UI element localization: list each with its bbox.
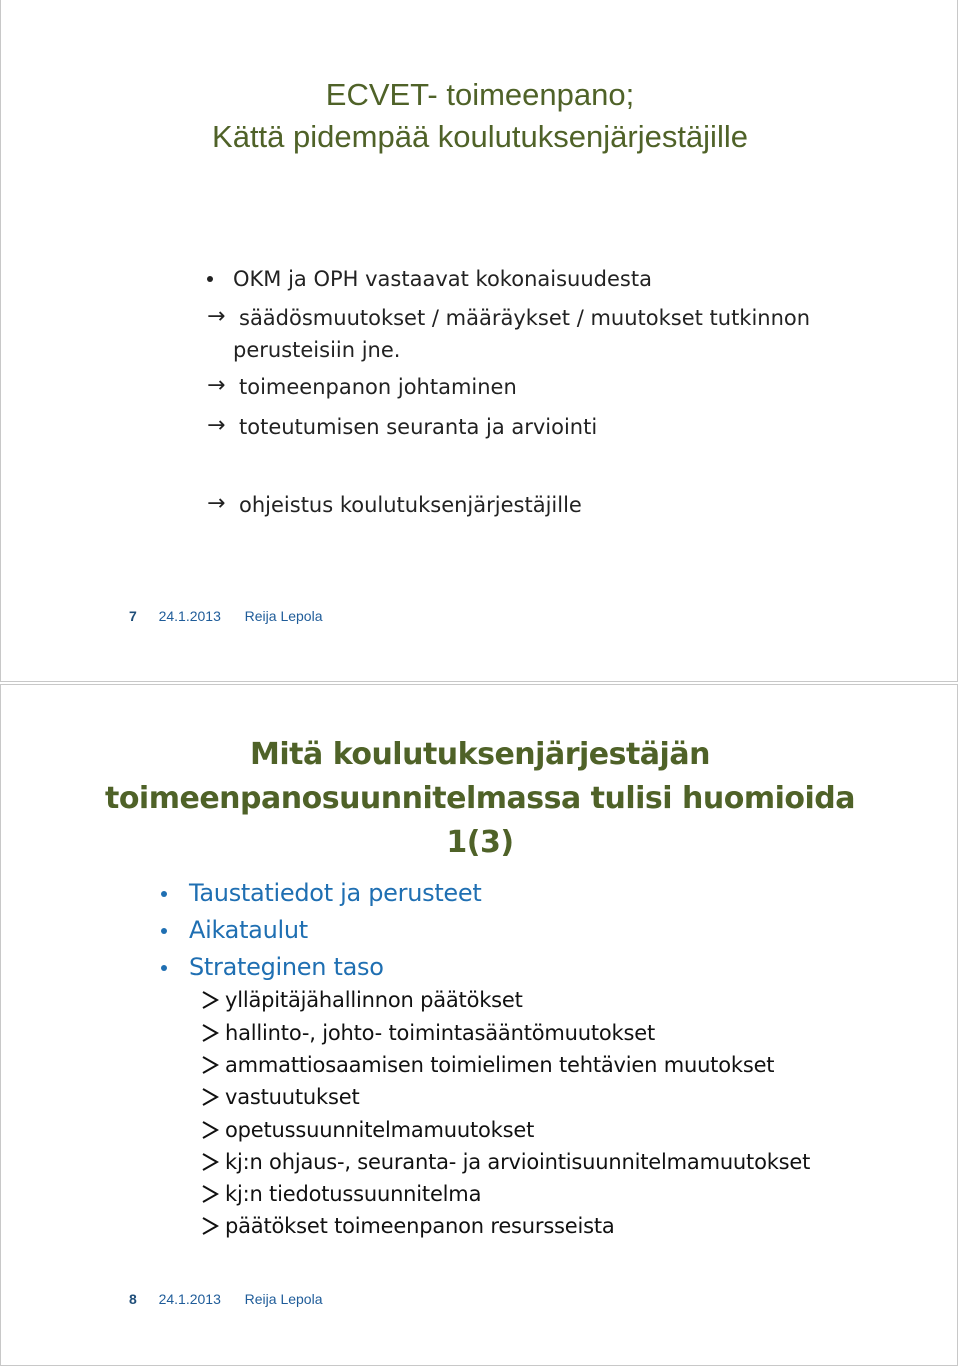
chevron-right-icon [201, 1120, 219, 1140]
right-arrow-icon: → [207, 373, 226, 398]
footer-date: 24.1.2013 [158, 608, 221, 624]
bullet-item-1: Taustatiedot ja perusteet [189, 879, 482, 907]
bullet-dot-icon [161, 928, 167, 934]
arrow-item-2: toimeenpanon johtaminen [239, 375, 517, 399]
slide-title-line3: 1(3) [446, 825, 514, 860]
bullet-text: OKM ja OPH vastaavat kokonaisuudesta [233, 267, 652, 291]
slide-8 [0, 684, 958, 1366]
right-arrow-icon: → [207, 304, 226, 329]
slide-title-line1: Mitä koulutuksenjärjestäjän [250, 737, 710, 772]
chevron-right-icon [201, 1023, 219, 1043]
right-arrow-icon: → [207, 491, 226, 516]
slide-title-line1: ECVET- toimeenpano; [325, 77, 635, 112]
sub-item-4: vastuutukset [225, 1085, 360, 1109]
bullet-item-2: Aikataulut [189, 916, 308, 944]
chevron-right-icon [201, 990, 219, 1010]
chevron-right-icon [201, 1152, 219, 1172]
right-arrow-icon: → [207, 413, 226, 438]
slide-footer [129, 1291, 323, 1307]
bullet-item-3: Strateginen taso [189, 953, 384, 981]
sub-item-6: kj:n ohjaus-, seuranta- ja arviointisuunnitelmamuutokset [225, 1150, 811, 1174]
footer-date: 24.1.2013 [158, 1291, 221, 1307]
chevron-right-icon [201, 1055, 219, 1075]
arrow-item-3: toteutumisen seuranta ja arviointi [239, 415, 598, 439]
bullet-dot-icon [207, 276, 213, 282]
sub-item-2: hallinto-, johto- toimintasääntömuutokset [225, 1021, 656, 1045]
footer-author: Reija Lepola [244, 608, 323, 624]
slide-footer [129, 608, 323, 624]
page-number: 8 [129, 1291, 137, 1307]
chevron-right-icon [201, 1087, 219, 1107]
sub-item-5: opetussuunnitelmamuutokset [225, 1118, 535, 1142]
footer-author: Reija Lepola [244, 1291, 323, 1307]
arrow-item-1-continuation: perusteisiin jne. [233, 338, 401, 362]
slide-7 [0, 0, 958, 682]
sub-item-3: ammattiosaamisen toimielimen tehtävien muutokset [225, 1053, 775, 1077]
sub-item-7: kj:n tiedotussuunnitelma [225, 1182, 482, 1206]
slide-title-line2: Kättä pidempää koulutuksenjärjestäjille [212, 119, 748, 154]
sub-item-1: ylläpitäjähallinnon päätökset [225, 988, 523, 1012]
bullet-dot-icon [161, 965, 167, 971]
sub-item-8: päätökset toimeenpanon resursseista [225, 1214, 615, 1238]
chevron-right-icon [201, 1216, 219, 1236]
bullet-dot-icon [161, 891, 167, 897]
slide-title-line2: toimeenpanosuunnitelmassa tulisi huomioida [104, 781, 855, 816]
arrow-item-4: ohjeistus koulutuksenjärjestäjille [239, 493, 582, 517]
page-number: 7 [129, 608, 137, 624]
chevron-right-icon [201, 1184, 219, 1204]
arrow-item-1: säädösmuutokset / määräykset / muutokset tutkinnon [239, 306, 811, 330]
